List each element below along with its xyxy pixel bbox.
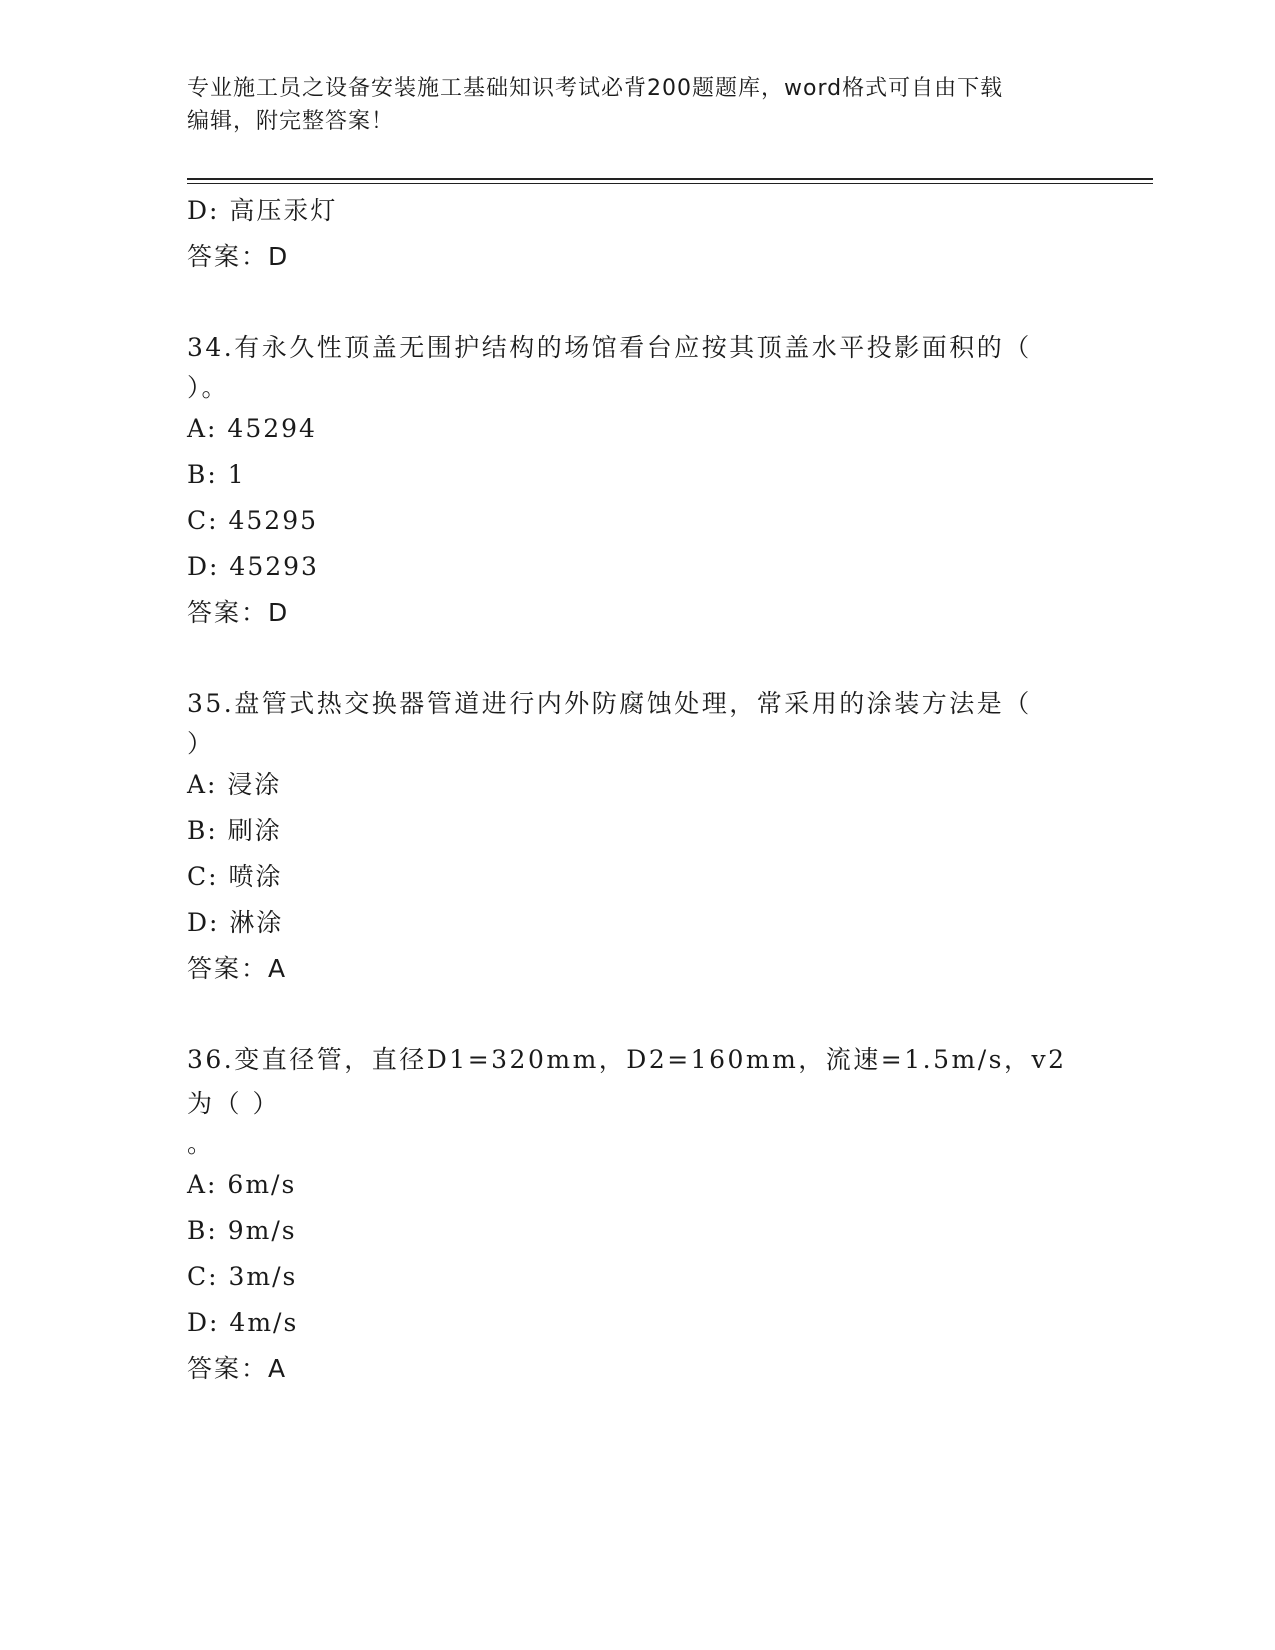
answer-line: 答案：D — [187, 242, 290, 271]
document-header — [187, 72, 1067, 138]
option-a: A: 6m/s — [187, 1170, 297, 1199]
header-divider-thick — [187, 178, 1153, 180]
header-divider-thin — [187, 183, 1153, 184]
spacer — [187, 992, 1067, 1038]
question-title-continuation: 。 — [187, 1129, 215, 1158]
answer-line: 答案：D — [187, 598, 290, 627]
previous-question-tail — [187, 188, 1067, 280]
question-34 — [187, 326, 1067, 636]
header-title-line-1: 专业施工员之设备安装施工基础知识考试必背200题题库，word格式可自由下载 — [187, 76, 1004, 101]
option-d: D: 淋涂 — [187, 908, 284, 937]
answer-line: 答案：A — [187, 1354, 288, 1383]
answer-line: 答案：A — [187, 954, 288, 983]
option-a: A: 浸涂 — [187, 770, 282, 799]
header-title-line-2: 编辑，附完整答案！ — [187, 109, 395, 134]
option-c: C: 45295 — [187, 506, 319, 535]
option-a: A: 45294 — [187, 414, 317, 443]
option-b: B: 1 — [187, 460, 246, 489]
option-d: D: 高压汞灯 — [187, 196, 338, 225]
question-title-continuation: ） — [187, 729, 215, 758]
spacer — [187, 280, 1067, 326]
question-title: 34.有永久性顶盖无围护结构的场馆看台应按其顶盖水平投影面积的（ — [187, 333, 1032, 362]
option-b: B: 刷涂 — [187, 816, 282, 845]
question-36 — [187, 1038, 1067, 1392]
question-title-continuation: ）。 — [187, 373, 229, 402]
option-c: C: 喷涂 — [187, 862, 283, 891]
option-d: D: 45293 — [187, 552, 319, 581]
question-title: 36.变直径管，直径D1=320mm，D2=160mm，流速=1.5m/s，v2为（ ） — [187, 1045, 1067, 1118]
spacer — [187, 636, 1067, 682]
question-content — [187, 188, 1067, 1392]
option-b: B: 9m/s — [187, 1216, 297, 1245]
question-title: 35.盘管式热交换器管道进行内外防腐蚀处理，常采用的涂装方法是（ — [187, 689, 1032, 718]
option-d: D: 4m/s — [187, 1308, 299, 1337]
option-c: C: 3m/s — [187, 1262, 298, 1291]
question-35 — [187, 682, 1067, 992]
